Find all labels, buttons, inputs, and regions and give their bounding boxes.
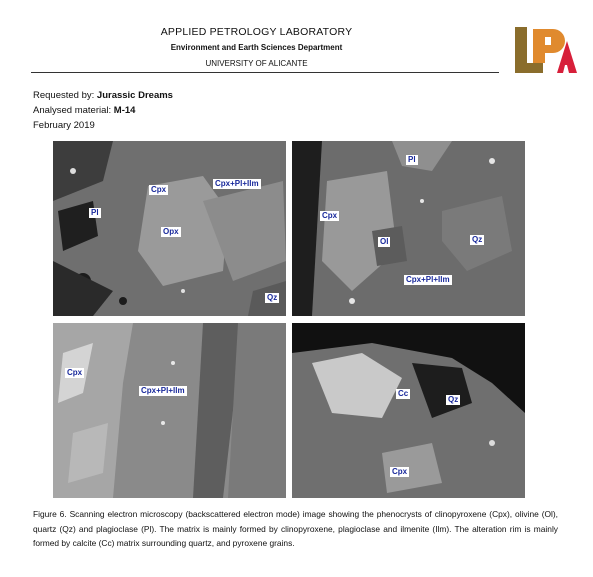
label-cpx: Cpx	[392, 467, 408, 476]
sem-image-panel-3	[53, 323, 286, 498]
analysed-material-label: Analysed material:	[33, 105, 112, 116]
label-pl: Pl	[408, 155, 416, 164]
header-divider	[31, 72, 499, 73]
label-cpx: Cpx	[67, 368, 83, 377]
sem-image-panel-2	[292, 141, 525, 316]
label-cpx-pl-ilm: Cpx+Pl+Ilm	[141, 386, 185, 395]
figure-caption: Figure 6. Scanning electron microscopy (backscattered electron mode) image showing the phenocrysts of clinopyroxene (Cpx), olivine (Ol), quartz (Qz) and plagioclase (Pl). The matrix is mainly formed by clinopyroxene, plagioclase and ilmenite (Ilm). The alteration rim is mainly formed by calcite (Cc) matrix surrounding quartz, and pyroxene grains.	[33, 509, 558, 549]
university-name: UNIVERSITY OF ALICANTE	[205, 59, 308, 68]
label-cpx-pl-ilm: Cpx+Pl+Ilm	[215, 179, 259, 188]
sem-image-panel-1	[53, 141, 286, 316]
label-cpx: Cpx	[151, 185, 167, 194]
label-qz: Qz	[448, 395, 459, 404]
requested-by-line	[33, 90, 173, 101]
lpa-logo	[513, 23, 579, 75]
report-header	[0, 0, 593, 80]
requested-by-label: Requested by:	[33, 90, 95, 101]
label-cpx: Cpx	[322, 211, 338, 220]
label-pl: Pl	[91, 208, 99, 217]
lab-title: APPLIED PETROLOGY LABORATORY	[160, 26, 353, 38]
analysed-material-line	[33, 105, 135, 116]
label-cpx-pl-ilm: Cpx+Pl+Ilm	[406, 275, 450, 284]
label-cc: Cc	[398, 389, 409, 398]
sem-image-2	[292, 141, 525, 316]
requested-by-value: Jurassic Dreams	[96, 90, 173, 101]
report-date: February 2019	[33, 120, 95, 131]
sem-image-panel-4	[292, 323, 525, 498]
analysed-material-value: M-14	[113, 105, 136, 116]
label-ol: Ol	[380, 237, 389, 246]
sem-image-3	[53, 323, 286, 498]
label-qz: Qz	[472, 235, 483, 244]
label-opx: Opx	[163, 227, 179, 236]
department-name: Environment and Earth Sciences Department	[170, 43, 343, 52]
label-qz: Qz	[267, 293, 278, 302]
